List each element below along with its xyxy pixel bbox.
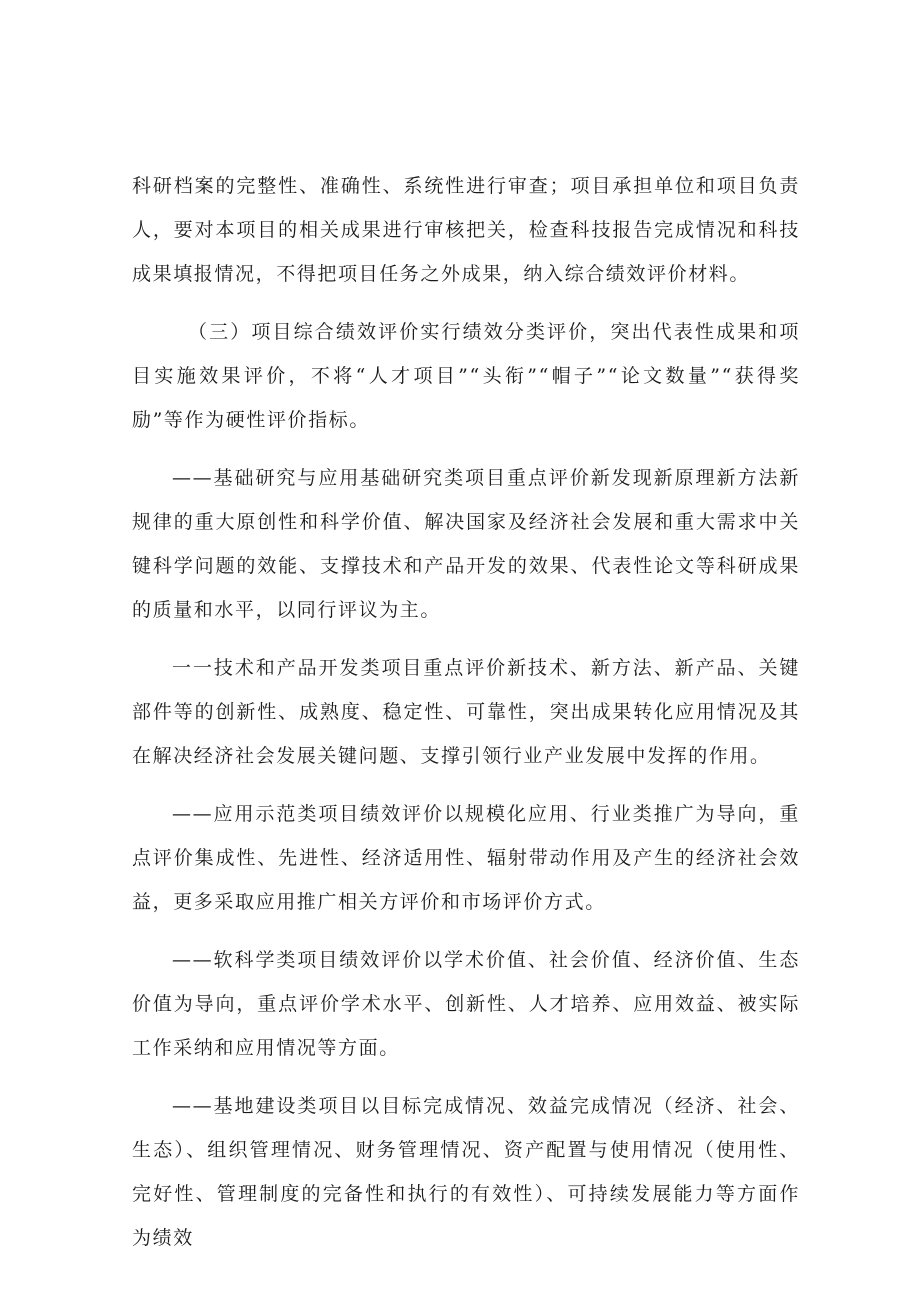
paragraph-tech-product: 一一技术和产品开发类项目重点评价新技术、新方法、新产品、关键部件等的创新性、成熟度、稳定性、可靠性，突出成果转化应用情况及其在解决经济社会发展关键问题、支撑引领行业产业发展中发挥的作用。 <box>132 657 800 767</box>
paragraph-basic-research: ——基础研究与应用基础研究类项目重点评价新发现新原理新方法新规律的重大原创性和科学价值、解决国家及经济社会发展和重大需求中关键科学问题的效能、支撑技术和产品开发的效果、代表性论文等科研成果的质量和水平，以同行评议为主。 <box>132 467 800 621</box>
paragraph-application-demo: ——应用示范类项目绩效评价以规模化应用、行业类推广为导向，重点评价集成性、先进性、经济适用性、辐射带动作用及产生的经济社会效益，更多采取应用推广相关方评价和市场评价方式。 <box>132 803 800 913</box>
paragraph-section-3: （三）项目综合绩效评价实行绩效分类评价，突出代表性成果和项目实施效果评价，不将“人才项目”“头衔”“帽子”“论文数量”“获得奖励”等作为硬性评价指标。 <box>132 321 800 431</box>
paragraph-soft-science: ——软科学类项目绩效评价以学术价值、社会价值、经济价值、生态价值为导向，重点评价学术水平、创新性、人才培养、应用效益、被实际工作采纳和应用情况等方面。 <box>132 949 800 1059</box>
document-body <box>132 164 800 1274</box>
paragraph-base-construction: ——基地建设类项目以目标完成情况、效益完成情况（经济、社会、生态）、组织管理情况、财务管理情况、资产配置与使用情况（使用性、完好性、管理制度的完备性和执行的有效性）、可持续发展能力等方面作为绩效 <box>132 1095 800 1249</box>
paragraph-archive-review: 科研档案的完整性、准确性、系统性进行审查；项目承担单位和项目负责人，要对本项目的相关成果进行审核把关，检查科技报告完成情况和科技成果填报情况，不得把项目任务之外成果，纳入综合绩效评价材料。 <box>132 175 800 285</box>
